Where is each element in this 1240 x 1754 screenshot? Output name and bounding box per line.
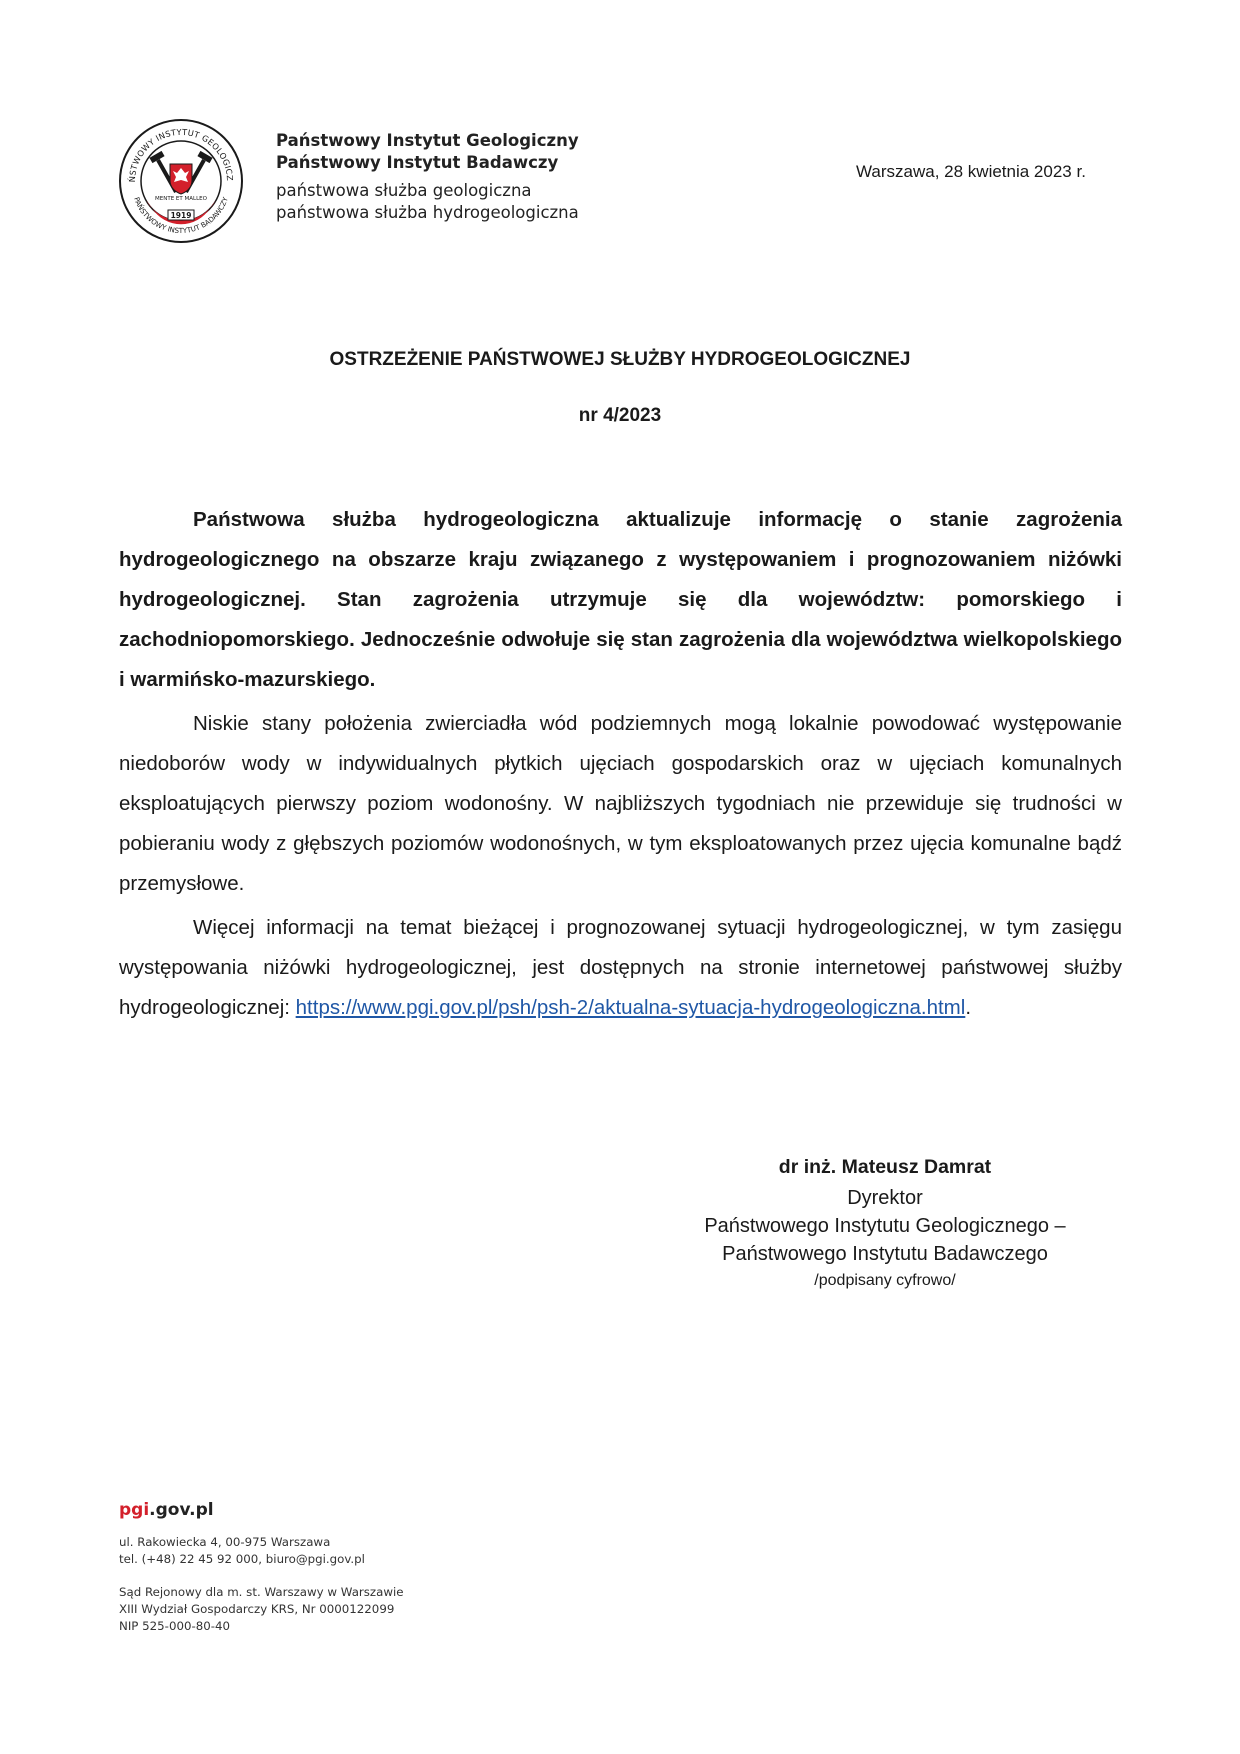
logo-ring-top-text: ŃSTWOWY INSTYTUT GEOLOGICZ [126,126,236,183]
psh-website-link[interactable]: https://www.pgi.gov.pl/psh/psh-2/aktualna-sytuacja-hydrogeologiczna.html [295,996,966,1019]
pgi-logo [118,118,244,244]
footer-website-rest: .gov.pl [149,1500,214,1520]
logo-ring-bottom-text: PAŃSTWOWY INSTYTUT BADAWCZY [132,196,230,235]
document-title: OSTRZEŻENIE PAŃSTWOWEJ SŁUŻBY HYDROGEOLOGICZNEJ [329,349,911,370]
document-date: Warszawa, 28 kwietnia 2023 r. [856,162,1086,181]
footer-website[interactable] [119,1500,404,1520]
document-body [119,500,1122,1032]
signatory-role: Dyrektor [847,1187,923,1209]
footer [119,1500,404,1635]
service-name-1: państwowa służba geologiczna [276,181,532,200]
service-name-2: państwowa służba hydrogeologiczna [276,203,579,222]
org-name-2: Państwowy Instytut Badawczy [276,153,559,172]
logo-motto: MENTE ET MALLEO [155,196,207,202]
footer-contact: tel. (+48) 22 45 92 000, biuro@pgi.gov.pl [119,1552,365,1566]
document-number: nr 4/2023 [578,405,662,426]
paragraph-3 [119,908,1122,1028]
org-name-1: Państwowy Instytut Geologiczny [276,131,579,150]
footer-website-red: pgi [119,1500,150,1520]
paragraph-3-end: . [965,996,972,1019]
signatory-org-1: Państwowego Instytutu Geologicznego – [704,1215,1066,1237]
digital-signature-note: /podpisany cyfrowo/ [814,1272,956,1289]
footer-court-2: XIII Wydział Gospodarczy KRS, Nr 0000122099 [119,1602,395,1616]
signatory-name: dr inż. Mateusz Damrat [778,1156,992,1178]
signature-block [660,1150,1110,1294]
org-header [276,130,579,224]
paragraph-3-text: Więcej informacji na temat bieżącej i prognozowanej sytuacji hydrogeologicznej, w tym zasięgu występowania niżówki hydrogeologicznej, jest dostępnych na stronie internetowej państwowej służby hydrogeologicznej: [119,916,1122,1019]
logo-year: 1919 [170,211,192,220]
footer-court-1: Sąd Rejonowy dla m. st. Warszawy w Warszawie [119,1585,404,1599]
signatory-org-2: Państwowego Instytutu Badawczego [722,1243,1048,1265]
paragraph-2: Niskie stany położenia zwierciadła wód podziemnych mogą lokalnie powodować występowanie niedoborów wody w indywidualnych płytkich ujęciach gospodarskich oraz w ujęciach komunalnych eksploatujących pierwszy poziom wodonośny. W najbliższych tygodniach nie przewiduje się trudności w pobieraniu wody z głębszych poziomów wodonośnych, w tym eksploatowanych przez ujęcia komunalne bądź przemysłowe. [119,712,1122,895]
eagle-shield-icon [170,164,192,194]
footer-nip: NIP 525-000-80-40 [119,1619,230,1633]
footer-address: ul. Rakowiecka 4, 00-975 Warszawa [119,1535,331,1549]
paragraph-1: Państwowa służba hydrogeologiczna aktualizuje informację o stanie zagrożenia hydrogeologicznego na obszarze kraju związanego z występowaniem i prognozowaniem niżówki hydrogeologicznej. Stan zagrożenia utrzymuje się dla województw: pomorskiego i zachodniopomorskiego. Jednocześnie odwołuje się stan zagrożenia dla województwa wielkopolskiego i warmińsko-mazurskiego. [119,508,1122,691]
